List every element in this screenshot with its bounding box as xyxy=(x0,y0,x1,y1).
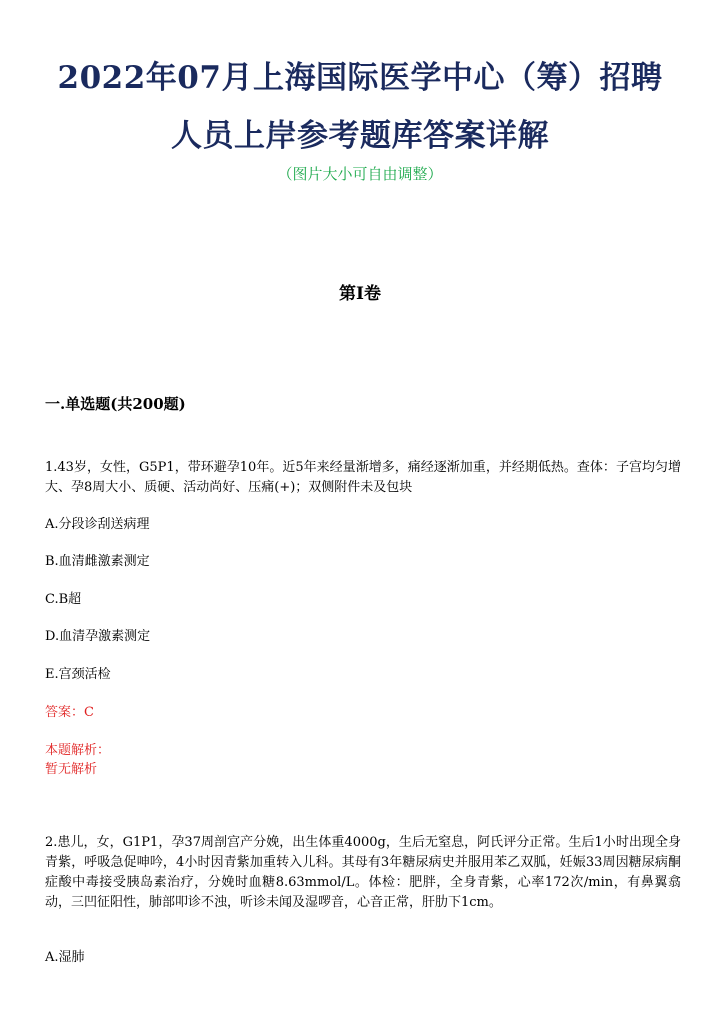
document-title-line1: 2022年07月上海国际医学中心（筹）招聘 xyxy=(57,60,663,96)
volume-heading: 第Ⅰ卷 xyxy=(339,284,381,304)
question-1-option-e: E.宫颈活检 xyxy=(45,667,111,682)
question-1-option-d: D.血清孕激素测定 xyxy=(45,629,151,644)
question-1-option-b: B.血清雌激素测定 xyxy=(45,554,150,569)
question-1-option-a: A.分段诊刮送病理 xyxy=(45,517,150,532)
section-heading: 一.单选题(共200题) xyxy=(45,395,186,413)
question-2-option-a: A.湿肺 xyxy=(45,950,85,965)
document-subtitle: （图片大小可自由调整） xyxy=(277,165,443,183)
question-1-analysis: 暂无解析 xyxy=(45,762,98,777)
question-1-analysis-label: 本题解析： xyxy=(45,743,111,758)
document-title-line2: 人员上岸参考题库答案详解 xyxy=(171,118,549,154)
question-1-stem: 1.43岁，女性，G5P1，带环避孕10年。近5年来经量渐增多，痛经逐渐加重，并经期低热。查体：子宫均匀增大、孕8周大小、质硬、活动尚好、压痛(+)；双侧附件未及包块 xyxy=(45,460,681,495)
question-1-option-c: C.B超 xyxy=(45,592,82,607)
question-2-stem: 2.患儿，女，G1P1，孕37周剖宫产分娩，出生体重4000g，生后无窒息，阿氏评分正常。生后1小时出现全身青紫，呼吸急促呻吟，4小时因青紫加重转入儿科。其母有3年糖尿病史并服用苯乙双胍，妊娠33周因糖尿病酮症酸中毒接受胰岛素治疗，分娩时血糖8.63mmol/L。体检：肥胖，全身青紫，心率172次/min，有鼻翼翕动，三凹征阳性，肺部叩诊不浊，听诊未闻及湿啰音，心音正常，肝肋下1cm。 xyxy=(45,835,681,910)
question-1-answer: 答案：C xyxy=(45,705,94,720)
